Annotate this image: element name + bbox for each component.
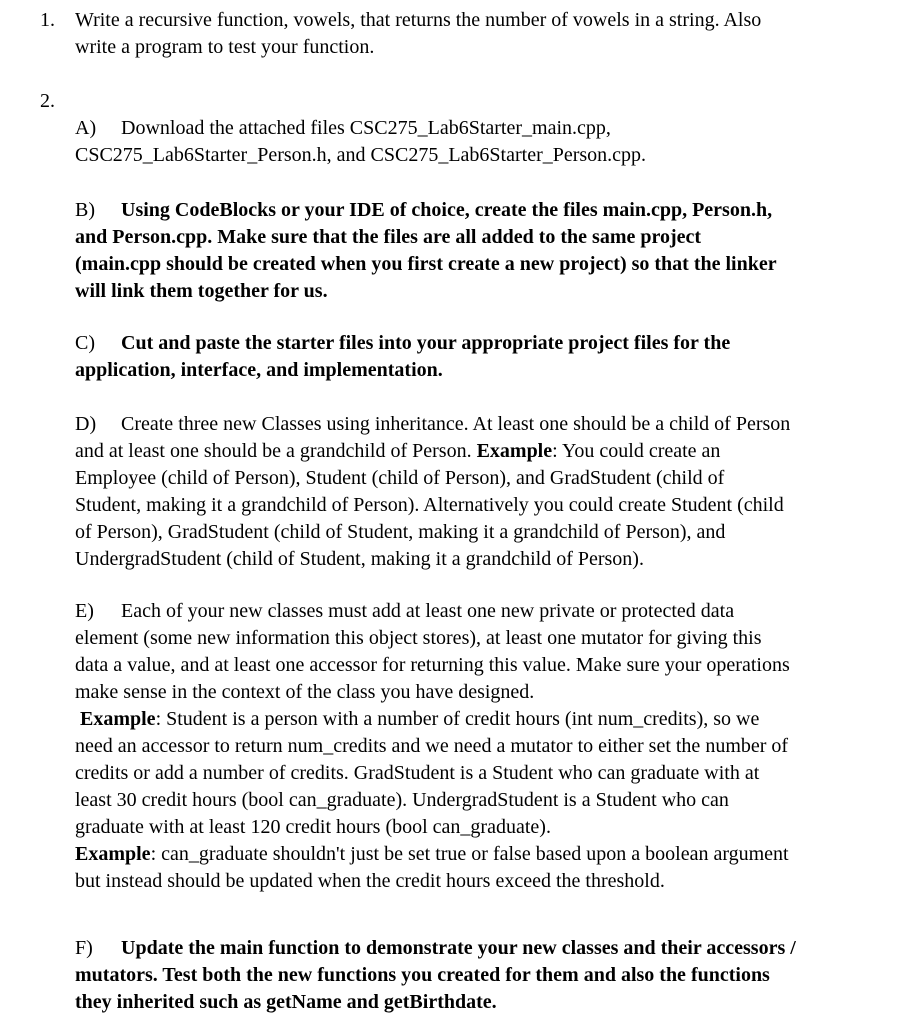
example-1-line-4: least 30 credit hours (bool can_graduate). UndergradStudent is a Student who can <box>75 789 729 811</box>
example-1-line-1: Example: Student is a person with a number of credit hours (int num_credits), so we <box>80 708 760 730</box>
part-d-line-2: and at least one should be a grandchild of Person. Example: You could create an <box>75 440 721 462</box>
part-a-line-2: CSC275_Lab6Starter_Person.h, and CSC275_Lab6Starter_Person.cpp. <box>75 144 647 166</box>
part-d-line-3: Employee (child of Person), Student (child of Person), and GradStudent (child of <box>75 467 725 489</box>
question-2-number: 2. <box>40 90 55 112</box>
part-b-line-2: and Person.cpp. Make sure that the files are all added to the same project <box>75 226 702 248</box>
example-1-line-3: credits or add a number of credits. GradStudent is a Student who can graduate with at <box>75 762 760 784</box>
part-b-line-4: will link them together for us. <box>75 280 328 302</box>
part-d-label: D) <box>75 413 97 435</box>
part-a-line-1: Download the attached files CSC275_Lab6Starter_main.cpp, <box>121 117 611 139</box>
part-b <box>75 197 905 305</box>
part-d-line-4: Student, making it a grandchild of Person). Alternatively you could create Student (child <box>75 494 784 516</box>
part-a-label: A) <box>75 117 97 139</box>
part-c <box>75 330 905 384</box>
part-e-label: E) <box>75 600 94 622</box>
part-b-line-3: (main.cpp should be created when you first create a new project) so that the linker <box>75 253 777 275</box>
example-label: Example <box>476 440 553 462</box>
question-1-line-2: write a program to test your function. <box>75 36 375 58</box>
part-e-line-2: element (some new information this object stores), at least one mutator for giving this <box>75 627 762 649</box>
part-a <box>75 115 905 169</box>
part-c-label: C) <box>75 332 95 354</box>
part-f-line-3: they inherited such as getName and getBirthdate. <box>75 991 497 1013</box>
example-label: Example <box>80 708 156 730</box>
part-e-line-4: make sense in the context of the class you have designed. <box>75 681 535 703</box>
part-c-line-2: application, interface, and implementation. <box>75 359 443 381</box>
question-1-line-1: Write a recursive function, vowels, that returns the number of vowels in a string. Also <box>75 9 762 31</box>
example-2-line-2: but instead should be updated when the credit hours exceed the threshold. <box>75 870 665 892</box>
question-1-text <box>75 7 905 61</box>
example-label: Example <box>75 843 151 865</box>
part-d <box>75 411 905 573</box>
part-f <box>75 935 905 1016</box>
part-f-label: F) <box>75 937 93 959</box>
part-b-line-1: Using CodeBlocks or your IDE of choice, create the files main.cpp, Person.h, <box>121 199 773 221</box>
part-e-line-1: Each of your new classes must add at least one new private or protected data <box>121 600 735 622</box>
part-d-line-5: of Person), GradStudent (child of Student, making it a grandchild of Person), and <box>75 521 726 543</box>
part-f-line-2: mutators. Test both the new functions you created for them and also the functions <box>75 964 770 986</box>
part-f-line-1: Update the main function to demonstrate your new classes and their accessors / <box>121 937 796 959</box>
example-1-line-2: need an accessor to return num_credits and we need a mutator to either set the number of <box>75 735 789 757</box>
part-b-label: B) <box>75 199 95 221</box>
question-1-number: 1. <box>40 9 55 31</box>
part-c-line-1: Cut and paste the starter files into your appropriate project files for the <box>121 332 731 354</box>
part-e-line-3: data a value, and at least one accessor for returning this value. Make sure your operations <box>75 654 790 676</box>
example-1-line-5: graduate with at least 120 credit hours (bool can_graduate). <box>75 816 551 838</box>
part-e <box>75 598 905 895</box>
part-d-line-6: UndergradStudent (child of Student, making it a grandchild of Person). <box>75 548 644 570</box>
part-d-line-1: Create three new Classes using inheritance. At least one should be a child of Person <box>121 413 791 435</box>
example-2-line-1: Example: can_graduate shouldn't just be set true or false based upon a boolean argument <box>75 843 789 865</box>
